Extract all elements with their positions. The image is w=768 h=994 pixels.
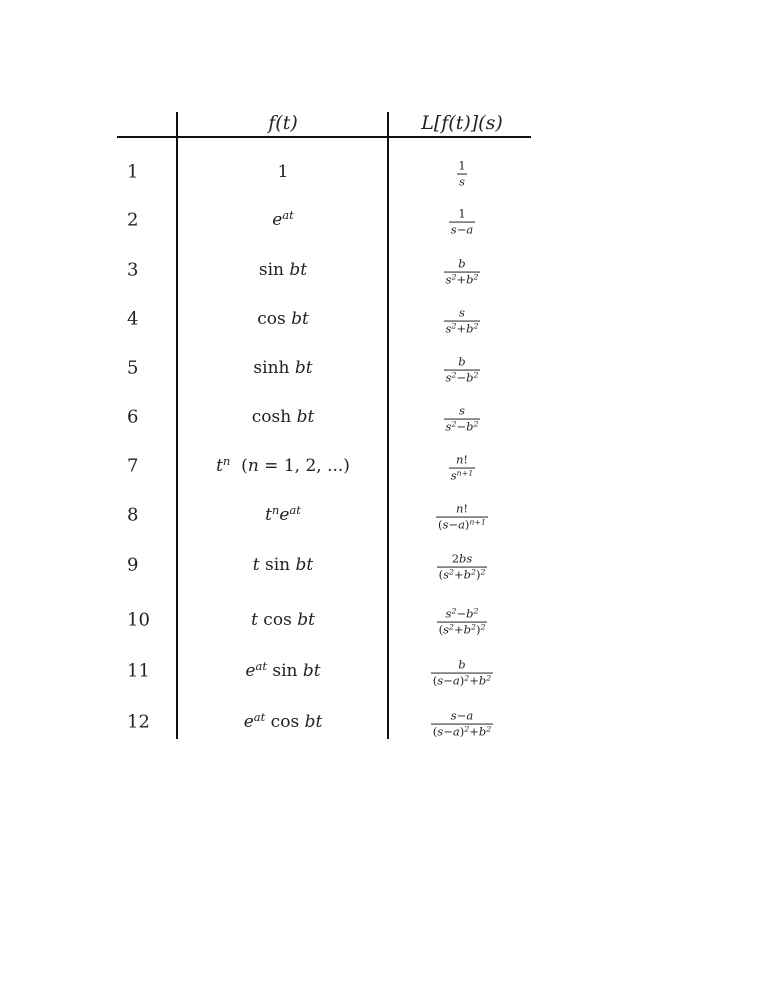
math-token: − bbox=[456, 419, 467, 434]
math-token: 2 bbox=[451, 321, 457, 331]
math-token: b bbox=[463, 622, 471, 637]
math-token: bt bbox=[289, 260, 308, 280]
fraction bbox=[444, 355, 481, 386]
function-cell bbox=[181, 610, 385, 630]
math-token: b bbox=[478, 673, 487, 688]
math-token: b bbox=[466, 321, 474, 336]
math-token: 2 bbox=[470, 567, 476, 577]
math-token: n bbox=[455, 452, 464, 467]
function-cell bbox=[181, 407, 385, 427]
math-token: e bbox=[272, 210, 283, 230]
math-token: e bbox=[243, 712, 254, 732]
math-token: 2 bbox=[451, 606, 457, 616]
transform-cell bbox=[393, 400, 531, 435]
math-token: 1 bbox=[458, 206, 466, 221]
math-token: s bbox=[445, 370, 452, 385]
fraction bbox=[437, 607, 488, 638]
math-token: ) bbox=[464, 517, 470, 532]
math-token: ( bbox=[230, 456, 248, 476]
math-token: ( bbox=[438, 622, 444, 637]
math-token: 2 bbox=[451, 370, 457, 380]
math-token: n bbox=[247, 456, 259, 476]
math-token: 2 bbox=[480, 567, 486, 577]
fraction bbox=[449, 207, 475, 238]
transform-cell bbox=[393, 498, 531, 533]
function-cell bbox=[181, 358, 385, 378]
math-token: 2 bbox=[486, 724, 492, 734]
numerator bbox=[444, 607, 481, 622]
numerator bbox=[449, 709, 475, 724]
math-token: 2 bbox=[464, 673, 470, 683]
math-token: − bbox=[456, 708, 467, 723]
fraction bbox=[449, 453, 475, 484]
math-token: 2 bbox=[451, 272, 457, 282]
math-token: bt bbox=[294, 358, 313, 378]
math-token: ) bbox=[475, 567, 481, 582]
row-number: 5 bbox=[127, 357, 139, 379]
math-token: 2 bbox=[451, 419, 457, 429]
math-token: s bbox=[459, 305, 465, 320]
denominator bbox=[457, 174, 467, 190]
numerator bbox=[456, 207, 467, 222]
transform-cell bbox=[393, 155, 531, 190]
math-token: bt bbox=[297, 610, 315, 630]
math-token: t bbox=[251, 610, 258, 630]
math-token: − bbox=[456, 222, 467, 237]
math-token: n+1 bbox=[469, 517, 486, 527]
math-token: bt bbox=[291, 309, 309, 329]
math-token: b bbox=[466, 419, 474, 434]
table-row bbox=[117, 348, 531, 388]
math-token: + bbox=[469, 724, 479, 739]
math-token: − bbox=[456, 370, 467, 385]
denominator bbox=[431, 724, 493, 740]
math-token: t bbox=[252, 555, 260, 575]
table-row bbox=[117, 545, 531, 585]
math-token: b bbox=[463, 567, 471, 582]
table-row bbox=[117, 299, 531, 339]
math-token: cosh bbox=[251, 407, 297, 427]
math-token: ) bbox=[475, 622, 481, 637]
table-row bbox=[117, 651, 531, 691]
fraction bbox=[431, 709, 493, 740]
denominator bbox=[449, 468, 475, 484]
math-token: bt bbox=[296, 407, 315, 427]
math-token: 1 bbox=[277, 162, 289, 182]
transform-cell bbox=[393, 302, 531, 337]
math-token: ) bbox=[459, 724, 465, 739]
denominator bbox=[437, 567, 488, 583]
math-token: t bbox=[216, 456, 223, 476]
math-token: at bbox=[282, 208, 294, 223]
denominator bbox=[444, 370, 481, 386]
math-token: s bbox=[450, 222, 457, 237]
transform-cell bbox=[393, 705, 531, 740]
denominator bbox=[449, 222, 475, 238]
math-token: ! bbox=[463, 452, 469, 467]
math-token: = 1, 2, ...) bbox=[258, 456, 350, 476]
function-cell bbox=[181, 260, 385, 280]
math-token: 2 bbox=[473, 606, 479, 616]
row-number: 12 bbox=[127, 711, 150, 733]
math-token: 2 bbox=[473, 370, 479, 380]
math-token: sin bbox=[266, 661, 303, 681]
numerator bbox=[450, 552, 475, 567]
fraction bbox=[444, 306, 481, 337]
denominator bbox=[444, 272, 481, 288]
math-token: b bbox=[466, 272, 474, 287]
math-token: e bbox=[279, 505, 290, 525]
math-token: a bbox=[466, 222, 474, 237]
fraction bbox=[444, 257, 481, 288]
math-token: b bbox=[458, 657, 466, 672]
row-number: 3 bbox=[127, 259, 139, 281]
row-number: 4 bbox=[127, 308, 139, 330]
math-token: 2 bbox=[464, 724, 470, 734]
math-token: 2 bbox=[470, 622, 476, 632]
math-token: b bbox=[458, 256, 466, 271]
math-token: bt bbox=[295, 555, 314, 575]
denominator bbox=[431, 673, 493, 689]
math-token: − bbox=[443, 673, 453, 688]
math-token: t bbox=[265, 505, 272, 525]
math-token: 1 bbox=[458, 158, 466, 173]
table-row bbox=[117, 250, 531, 290]
math-token: s bbox=[445, 419, 452, 434]
transform-cell bbox=[393, 351, 531, 386]
math-token: 2 bbox=[448, 567, 454, 577]
math-token: a bbox=[466, 708, 474, 723]
math-token: + bbox=[469, 673, 479, 688]
table-row bbox=[117, 600, 531, 640]
math-token: cos bbox=[257, 309, 292, 329]
math-token: ( bbox=[438, 517, 443, 532]
math-token: s bbox=[459, 403, 465, 418]
math-token: ( bbox=[432, 673, 438, 688]
math-token: s bbox=[442, 517, 449, 532]
math-token: s bbox=[437, 673, 444, 688]
math-token: bt bbox=[302, 661, 321, 681]
fraction bbox=[436, 502, 488, 533]
row-number: 1 bbox=[127, 161, 139, 183]
math-token: ( bbox=[438, 567, 444, 582]
math-token: s bbox=[445, 606, 452, 621]
denominator bbox=[436, 517, 488, 533]
math-token: 2 bbox=[451, 551, 460, 566]
table-row bbox=[117, 495, 531, 535]
transform-cell bbox=[393, 603, 531, 638]
math-token: at bbox=[253, 710, 266, 725]
math-token: sin bbox=[258, 260, 290, 280]
math-token: s bbox=[443, 622, 449, 637]
numerator bbox=[456, 159, 467, 174]
math-token: 2 bbox=[480, 622, 486, 632]
math-token: s bbox=[450, 708, 457, 723]
row-number: 10 bbox=[127, 609, 150, 631]
transform-cell bbox=[393, 253, 531, 288]
transform-cell bbox=[393, 203, 531, 238]
math-token: b bbox=[466, 370, 474, 385]
fraction bbox=[456, 159, 467, 190]
row-number: 9 bbox=[127, 554, 139, 576]
math-token: − bbox=[443, 724, 453, 739]
math-token: a bbox=[458, 517, 465, 532]
math-token: 2 bbox=[473, 419, 479, 429]
math-token: a bbox=[452, 673, 460, 688]
math-token: s bbox=[443, 567, 449, 582]
numerator bbox=[457, 404, 467, 419]
fraction bbox=[437, 552, 488, 583]
function-cell bbox=[181, 555, 385, 575]
numerator bbox=[456, 658, 467, 673]
fraction bbox=[444, 404, 481, 435]
table-row bbox=[117, 152, 531, 192]
math-token: b bbox=[478, 724, 487, 739]
math-token: at bbox=[255, 659, 267, 674]
numerator bbox=[454, 453, 470, 468]
denominator bbox=[444, 419, 481, 435]
fraction bbox=[431, 658, 493, 689]
math-token: − bbox=[456, 606, 467, 621]
math-token: s bbox=[450, 468, 457, 483]
function-cell bbox=[181, 712, 385, 732]
math-token: s bbox=[459, 174, 465, 189]
row-number: 11 bbox=[127, 660, 150, 682]
header-laplace: L[f(t)](s) bbox=[421, 112, 503, 134]
math-token: at bbox=[289, 503, 301, 518]
transform-cell bbox=[393, 548, 531, 583]
denominator bbox=[437, 622, 488, 638]
math-token: + bbox=[456, 321, 467, 336]
function-cell bbox=[181, 162, 385, 182]
math-token: 2 bbox=[448, 622, 454, 632]
function-cell bbox=[181, 661, 385, 681]
table-row bbox=[117, 200, 531, 240]
math-token: sin bbox=[259, 555, 296, 575]
table-row bbox=[117, 702, 531, 742]
math-token: n bbox=[222, 454, 231, 469]
math-token: n bbox=[271, 503, 280, 518]
math-token: b bbox=[466, 606, 474, 621]
row-number: 2 bbox=[127, 209, 139, 231]
denominator bbox=[444, 321, 481, 337]
math-token: sinh bbox=[253, 358, 295, 378]
function-cell bbox=[181, 456, 385, 476]
numerator bbox=[456, 257, 467, 272]
math-token: + bbox=[453, 567, 464, 582]
math-token: a bbox=[452, 724, 460, 739]
math-token: n+1 bbox=[456, 468, 474, 478]
math-token: 2 bbox=[486, 673, 492, 683]
table-row bbox=[117, 446, 531, 486]
header-f: f(t) bbox=[268, 112, 298, 134]
math-token: bs bbox=[459, 551, 473, 566]
math-token: b bbox=[458, 354, 466, 369]
transform-cell bbox=[393, 449, 531, 484]
row-number: 7 bbox=[127, 455, 139, 477]
function-cell bbox=[181, 505, 385, 525]
function-cell bbox=[181, 309, 385, 329]
math-token: + bbox=[453, 622, 464, 637]
numerator bbox=[457, 306, 467, 321]
numerator bbox=[454, 502, 470, 517]
math-token: s bbox=[437, 724, 444, 739]
math-token: s bbox=[445, 272, 452, 287]
math-token: ! bbox=[463, 501, 469, 516]
math-token: n bbox=[455, 501, 464, 516]
function-cell bbox=[181, 210, 385, 230]
math-token: ) bbox=[459, 673, 465, 688]
math-token: ( bbox=[432, 724, 438, 739]
table-row bbox=[117, 397, 531, 437]
math-token: 2 bbox=[473, 272, 479, 282]
row-number: 8 bbox=[127, 504, 139, 526]
math-token: − bbox=[448, 517, 459, 532]
math-token: + bbox=[456, 272, 467, 287]
math-token: cos bbox=[265, 712, 305, 732]
math-token: 2 bbox=[473, 321, 479, 331]
transform-cell bbox=[393, 654, 531, 689]
math-token: bt bbox=[304, 712, 323, 732]
row-number: 6 bbox=[127, 406, 139, 428]
math-token: cos bbox=[257, 610, 298, 630]
numerator bbox=[456, 355, 467, 370]
header-divider bbox=[117, 136, 531, 138]
math-token: s bbox=[445, 321, 452, 336]
math-token: e bbox=[245, 661, 256, 681]
